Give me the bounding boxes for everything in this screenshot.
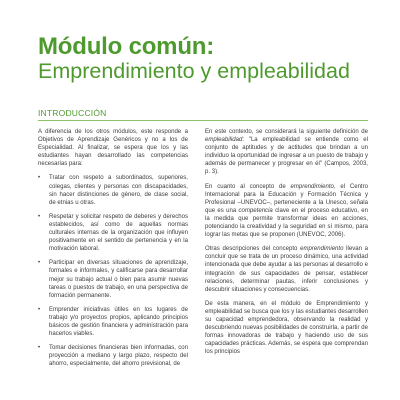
unevoc-paragraph: En cuanto al concepto de emprendimiento, el Centro Internacional para la Educación y Formación Técnica y Profesional –UNEVOC–, perteneciente a la Unesco, señala que es una competencia clave en el proceso educativo, en la medida que permite transformar ideas en acciones, potenciando la creatividad y la seguridad en sí mismo, para lograr las metas que se proponen (UNEVOC, 2006). bbox=[205, 183, 369, 239]
section-heading: INTRODUCCIÓN bbox=[38, 108, 107, 118]
descriptions-paragraph: Otras descripciones del concepto emprendimiento llevan a concluir que se trata de un proceso dinámico, una actividad intencionada que debe ayudar a las personas al desarrollo e integración de sus capacidades de pensar, establecer relaciones, determinar pautas, inferir conclusiones y descubrir situaciones y consecuencias. bbox=[205, 246, 368, 293]
module-paragraph: De esta manera, en el módulo de Emprendimiento y empleabilidad se busca que los y las estudiantes desarrollen su capacidad emprendedora, observando la realidad y descubriendo nuevas posibilidades de construirla, a partir de formas innovadoras de trabajo y haciendo uso de sus capacidades prácticas. Además, se espera que comprendan los principios bbox=[205, 300, 368, 356]
bullet-icon: • bbox=[38, 306, 41, 313]
list-item bbox=[38, 174, 188, 206]
list-item bbox=[38, 213, 188, 253]
bullet-icon: • bbox=[38, 260, 41, 267]
page-title: Módulo común: bbox=[38, 33, 215, 60]
list-item-text: Tomar decisiones financieras bien informadas, con proyección a mediano y largo plazo, respecto del ahorro, especialmente, del ahorro previsional, de bbox=[49, 345, 188, 368]
list-item-text: Tratar con respeto a subordinados, superiores, colegas, clientes y personas con discapacidades, sin hacer distinciones de género, de clase social, de etnias u otras. bbox=[49, 175, 188, 206]
list-item-text: Respetar y solicitar respeto de deberes y derechos establecidos, así como de aquellas normas culturales internas de la organización que influyen positivamente en el sentido de pertenencia y en la motivación laboral. bbox=[49, 213, 188, 253]
list-item-text: Participar en diversas situaciones de aprendizaje, formales e informales, y calificarse para desarrollar mejor su trabajo actual o bien para asumir nuevas tareas o puestos de trabajo, en una perspectiva de formación permanente. bbox=[49, 260, 188, 299]
list-item bbox=[38, 306, 188, 338]
competencies-list bbox=[38, 174, 188, 368]
left-column bbox=[38, 128, 188, 374]
bullet-icon: • bbox=[38, 175, 41, 182]
list-item bbox=[38, 344, 188, 368]
list-item bbox=[38, 259, 188, 299]
emphasis-term: competencia bbox=[238, 207, 273, 214]
definition-paragraph: En este contexto, se considerará la siguiente definición de empleabilidad: "La empleabilidad se entiende como el conjunto de aptitudes y de actitudes que brindan a un individuo la oportunidad de ingresar a un puesto de trabajo y además de permanecer y progresar en él" (Campos, 2003, p. 3). bbox=[205, 129, 368, 176]
bullet-icon: • bbox=[38, 345, 41, 352]
bullet-icon: • bbox=[38, 213, 41, 220]
section-divider bbox=[38, 120, 368, 121]
list-item-text: Emprender iniciativas útiles en los lugares de trabajo y/o proyectos propios, aplicando principios básicos de gestión financiera y administración para hacerlos viables. bbox=[49, 306, 188, 338]
emphasis-term: emprendimiento bbox=[300, 246, 344, 253]
emphasis-term: empleabilidad bbox=[205, 137, 243, 144]
intro-paragraph: A diferencia de los otros módulos, este responde a Objetivos de Aprendizaje Genéricos y no a los de Especialidad. Al finalizar, se espera que los y las estudiantes hayan desarrollado las competencias necesarias para: bbox=[38, 129, 188, 168]
emphasis-term: emprendimiento bbox=[290, 183, 334, 190]
page-subtitle: Emprendimiento y empleabilidad bbox=[38, 59, 350, 83]
right-column bbox=[205, 128, 368, 362]
